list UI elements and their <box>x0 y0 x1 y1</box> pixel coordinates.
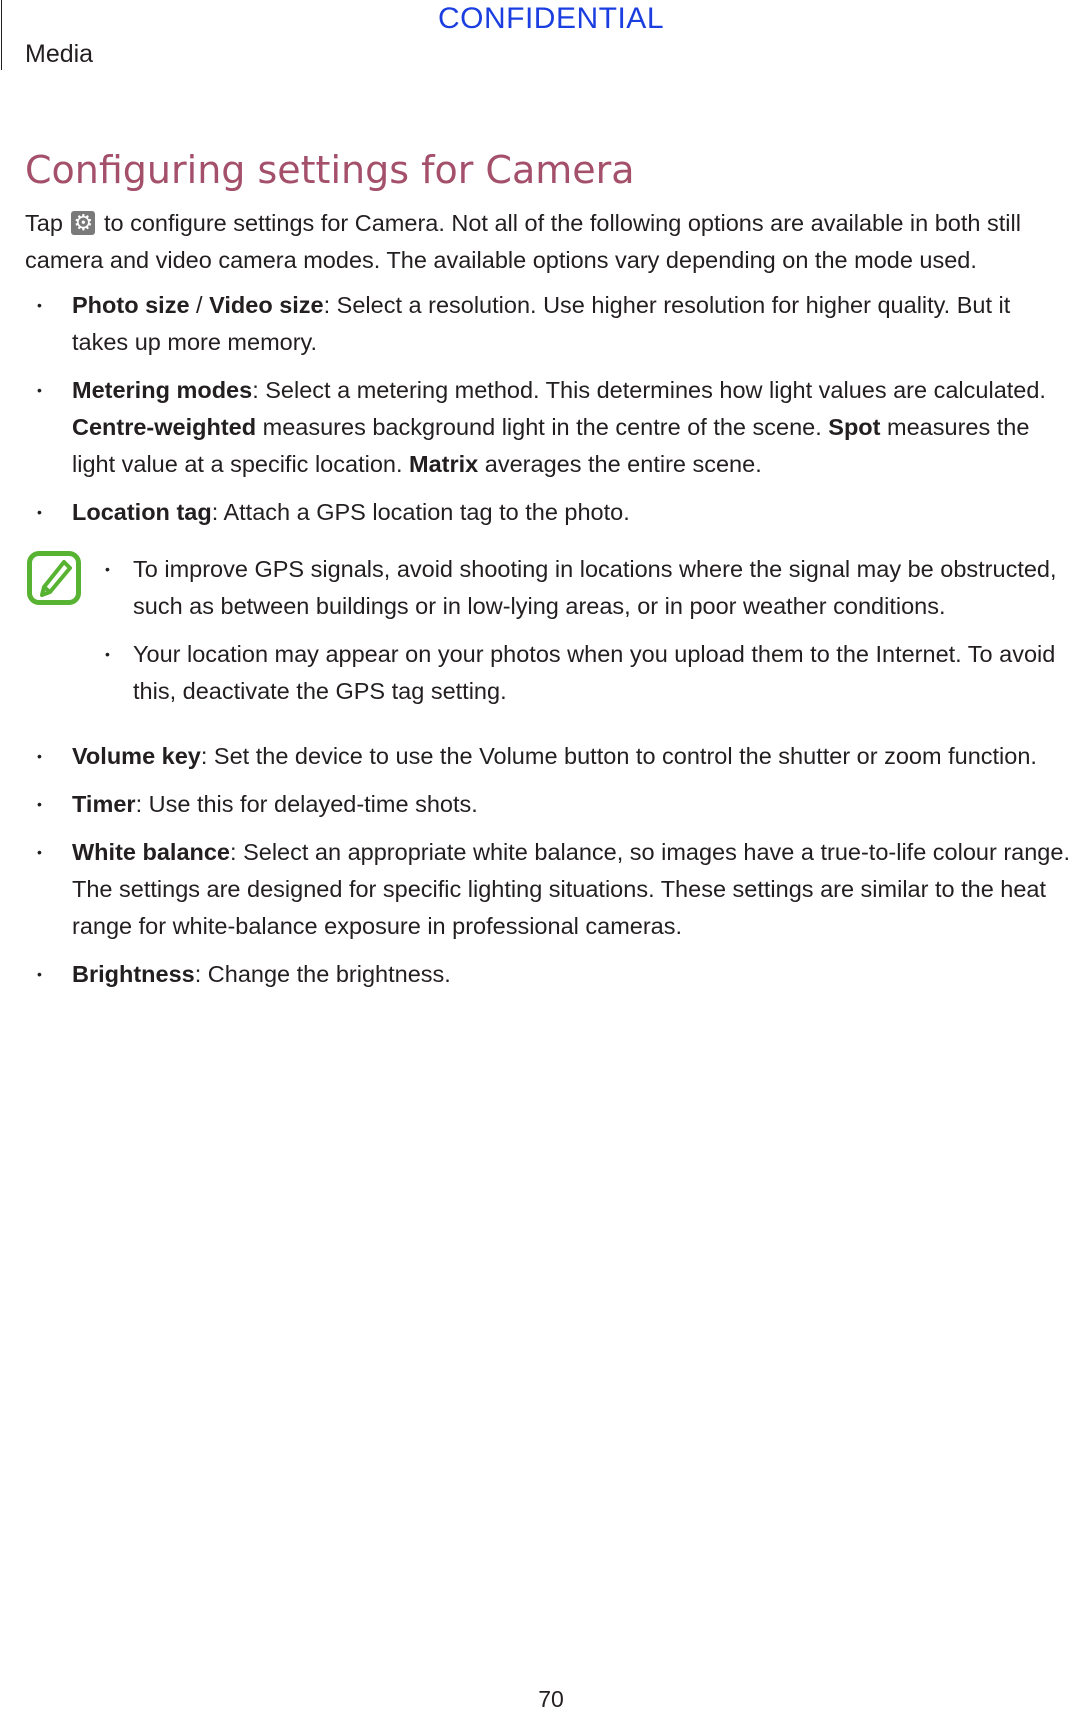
page-edge-line <box>1 0 2 70</box>
option-label: Volume key <box>72 743 201 769</box>
note-item: • Your location may appear on your photos when you upload them to the Internet. To avoid this, deactivate the GPS tag setting. <box>25 636 1070 710</box>
option-description: : Change the brightness. <box>194 961 451 987</box>
list-item-brightness <box>25 956 1070 993</box>
options-list-top <box>25 287 1070 531</box>
confidential-watermark: CONFIDENTIAL <box>437 2 665 35</box>
note-item: • To improve GPS signals, avoid shooting in locations where the signal may be obstructed, such as between buildings or in low-lying areas, or in poor weather conditions. <box>25 551 1070 625</box>
option-label: White balance <box>72 839 231 865</box>
option-description: : Select a resolution. Use higher resolution for higher quality. But it takes up more memory. <box>72 292 1011 355</box>
list-item-photo-size <box>25 287 1070 361</box>
option-description: : Select an appropriate white balance, so images have a true-to-life colour range. The settings are designed for specific lighting situations. These settings are similar to the heat range for white-balance exposure in professional cameras. <box>72 839 1070 939</box>
list-item-metering-modes <box>25 372 1070 483</box>
intro-text-after: to configure settings for Camera. Not all of the following options are available in both still camera and video camera modes. The available options vary depending on the mode used. <box>25 210 1021 273</box>
note-block <box>25 551 1070 710</box>
option-description: : Attach a GPS location tag to the photo. <box>211 499 630 525</box>
intro-paragraph <box>25 205 1070 279</box>
content-body <box>25 205 1070 1004</box>
term-spot: Spot <box>828 414 881 440</box>
section-label: Media <box>25 40 94 68</box>
option-description: : Select a metering method. This determines how light values are calculated. <box>252 377 1046 403</box>
option-label: Location tag <box>72 499 212 525</box>
option-label-secondary: Video size <box>209 292 324 318</box>
settings-gear-icon <box>71 211 95 235</box>
option-label: Timer <box>72 791 136 817</box>
option-description: : Set the device to use the Volume button to control the shutter or zoom function. <box>200 743 1037 769</box>
list-item-timer <box>25 786 1070 823</box>
list-item-white-balance <box>25 834 1070 945</box>
option-label: Photo size <box>72 292 190 318</box>
intro-text-before: Tap <box>25 210 63 236</box>
options-list-bottom <box>25 738 1070 993</box>
option-description-3: measures the light value at a specific location. <box>72 414 1030 477</box>
option-description: : Use this for delayed-time shots. <box>135 791 478 817</box>
note-list <box>25 551 1070 710</box>
page-number: 70 <box>538 1686 564 1712</box>
option-description-2: measures background light in the centre of the scene. <box>256 414 829 440</box>
option-description-4: averages the entire scene. <box>478 451 762 477</box>
page-title: Configuring settings for Camera <box>25 148 635 192</box>
term-centre-weighted: Centre-weighted <box>72 414 257 440</box>
option-label: Metering modes <box>72 377 253 403</box>
list-item-location-tag <box>25 494 1070 531</box>
term-matrix: Matrix <box>409 451 479 477</box>
option-label: Brightness <box>72 961 195 987</box>
option-separator: / <box>189 292 210 318</box>
list-item-volume-key <box>25 738 1070 775</box>
